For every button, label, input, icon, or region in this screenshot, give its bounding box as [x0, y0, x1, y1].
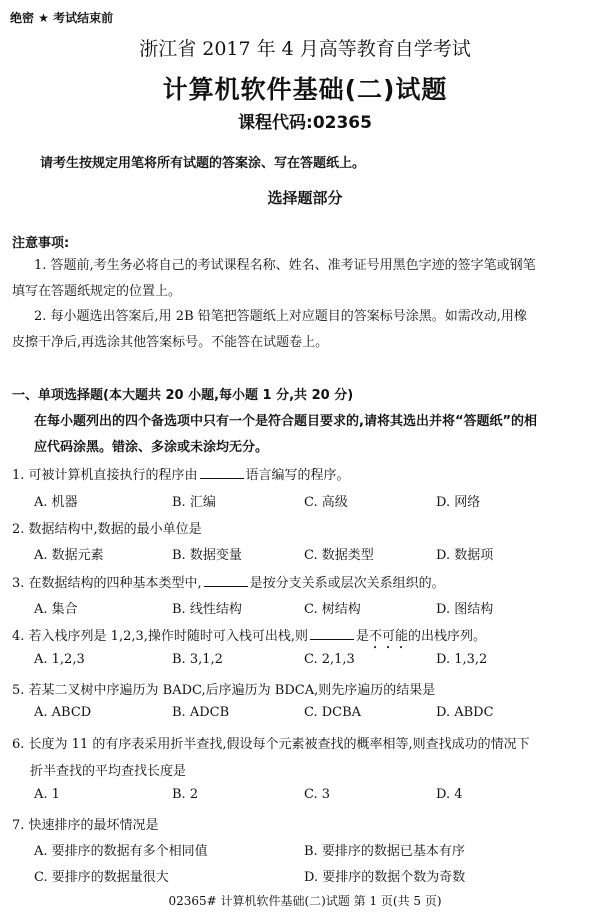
q5-option-b: B. ADCB	[172, 705, 230, 720]
page-footer: 02365# 计算机软件基础(二)试题 第 1 页(共 5 页)	[168, 894, 442, 908]
q5-option-c: C. DCBA	[304, 705, 362, 720]
q3-option-d: D. 图结构	[436, 602, 494, 617]
course-code: 课程代码:02365	[238, 113, 372, 133]
question-1: 1. 可被计算机直接执行的程序由 语言编写的程序。	[12, 468, 350, 483]
q2-option-b: B. 数据变量	[172, 548, 242, 563]
notice-item-2-cont: 皮擦干净后,再选涂其他答案标号。不能答在试题卷上。	[12, 335, 329, 350]
q4-option-b: B. 3,1,2	[172, 652, 223, 667]
answer-blank	[204, 574, 248, 587]
question-5: 5. 若某二叉树中序遍历为 BADC,后序遍历为 BDCA,则先序遍历的结果是	[12, 683, 436, 698]
q1-option-a: A. 机器	[34, 495, 78, 510]
q5-option-a: A. ABCD	[34, 705, 92, 720]
notice-item-1-cont: 填写在答题纸规定的位置上。	[12, 284, 182, 299]
q2-option-a: A. 数据元素	[34, 548, 104, 563]
q4-option-c: C. 2,1,3	[304, 652, 355, 667]
question-3: 3. 在数据结构的四种基本类型中, 是按分支关系或层次关系组织的。	[12, 576, 445, 591]
answer-blank	[200, 466, 244, 479]
q4-option-d: D. 1,3,2	[436, 652, 488, 667]
q7-option-d: D. 要排序的数据个数为奇数	[304, 870, 466, 885]
emphasis-text: 不可能	[369, 629, 409, 644]
part1-desc: 在每小题列出的四个备选项中只有一个是符合题目要求的,请将其选出并将“答题纸”的相	[34, 414, 538, 429]
exam-title: 浙江省 2017 年 4 月高等教育自学考试	[139, 38, 471, 60]
q6-option-c: C. 3	[304, 787, 331, 802]
q7-option-b: B. 要排序的数据已基本有序	[304, 844, 465, 859]
q3-option-c: C. 树结构	[304, 602, 361, 617]
paper-title: 计算机软件基础(二)试题	[162, 75, 448, 104]
section-title: 选择题部分	[267, 189, 343, 207]
notice-item-2: 2. 每小题选出答案后,用 2B 铅笔把答题纸上对应题目的答案标号涂黑。如需改动,用橡	[34, 309, 527, 324]
question-6: 6. 长度为 11 的有序表采用折半查找,假设每个元素被查找的概率相等,则查找成功的情况下	[12, 737, 530, 752]
q3-option-a: A. 集合	[34, 602, 78, 617]
question-6-cont: 折半查找的平均查找长度是	[30, 764, 187, 779]
q6-option-b: B. 2	[172, 787, 199, 802]
q1-option-d: D. 网络	[436, 495, 481, 510]
notice-item-1: 1. 答题前,考生务必将自己的考试课程名称、姓名、准考证号用黑色字迹的签字笔或钢笔	[34, 258, 536, 273]
answer-blank	[310, 627, 354, 640]
instruction: 请考生按规定用笔将所有试题的答案涂、写在答题纸上。	[40, 156, 366, 171]
notice-title: 注意事项:	[12, 236, 70, 251]
q3-option-b: B. 线性结构	[172, 602, 242, 617]
question-2: 2. 数据结构中,数据的最小单位是	[12, 522, 202, 537]
q5-option-d: D. ABDC	[436, 705, 494, 720]
question-7: 7. 快速排序的最坏情况是	[12, 818, 159, 833]
q1-option-c: C. 高级	[304, 495, 348, 510]
q1-option-b: B. 汇编	[172, 495, 216, 510]
q7-option-c: C. 要排序的数据量很大	[34, 870, 169, 885]
q6-option-a: A. 1	[34, 787, 60, 802]
q7-option-a: A. 要排序的数据有多个相同值	[34, 844, 208, 859]
part1-heading: 一、单项选择题(本大题共 20 小题,每小题 1 分,共 20 分)	[12, 388, 354, 403]
q4-option-a: A. 1,2,3	[34, 652, 85, 667]
part1-desc-cont: 应代码涂黑。错涂、多涂或未涂均无分。	[34, 440, 269, 455]
q6-option-d: D. 4	[436, 787, 463, 802]
q2-option-c: C. 数据类型	[304, 548, 374, 563]
secret-mark: 绝密 ★ 考试结束前	[10, 11, 114, 25]
q2-option-d: D. 数据项	[436, 548, 494, 563]
question-4: 4. 若入栈序列是 1,2,3,操作时随时可入栈可出栈,则 是不可能的出栈序列。	[12, 629, 487, 644]
